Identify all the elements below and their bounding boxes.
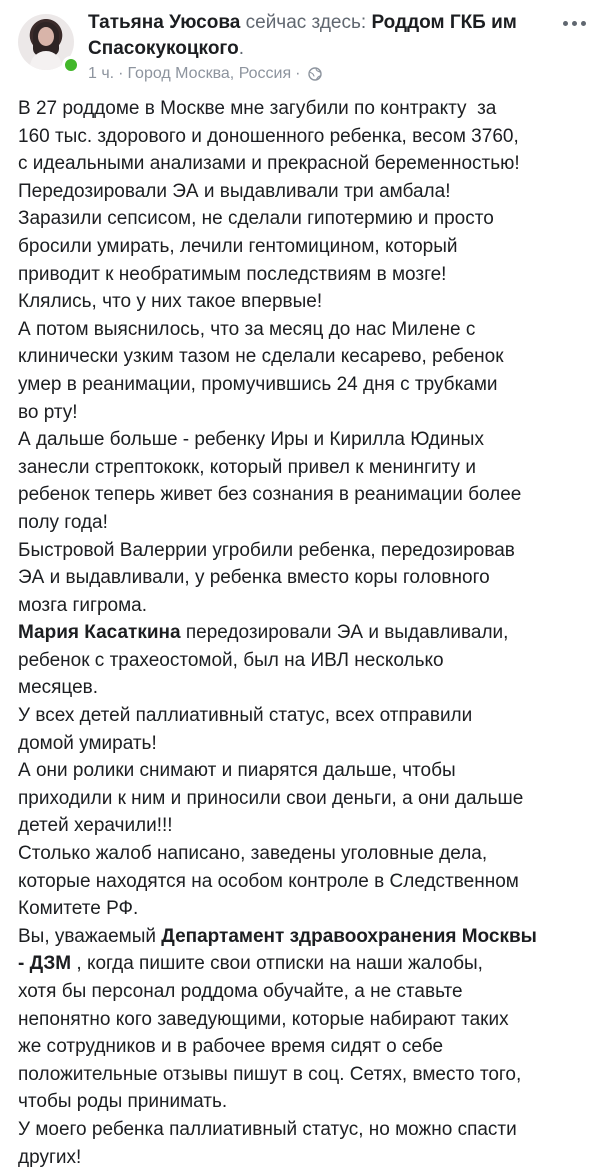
mentioned-person[interactable]: Мария Касаткина xyxy=(18,622,181,644)
author-name-link[interactable]: Татьяна Уюсова xyxy=(88,12,241,33)
globe-icon[interactable] xyxy=(308,67,322,81)
more-dot xyxy=(563,21,568,26)
location-suffix: . xyxy=(238,38,244,59)
post-header xyxy=(0,0,600,96)
more-dot xyxy=(572,21,577,26)
online-status-icon xyxy=(62,56,80,74)
meta-separator-second: · xyxy=(295,65,301,82)
post-body xyxy=(18,95,586,1171)
post-meta xyxy=(88,64,322,84)
post-text-segment-end: , когда пишите свои отписки на наши жалобы, хотя бы персонал роддома обучайте, а не ставьте непонятно кого заведующими, которые набирают таких же сотрудников и в рабочее время сидят о себе положительные отзывы пишут в соц. Сетях, вместо того, чтобы роды принимать. У моего ребенка паллиативный статус, но можно спасти других! xyxy=(18,953,522,1168)
avatar-body-shape xyxy=(30,51,62,70)
post-title-line xyxy=(88,10,558,62)
avatar-face-shape xyxy=(38,27,54,46)
post-city: Город Москва, Россия xyxy=(127,65,292,82)
location-link[interactable]: Роддом ГКБ им Спасокукоцкого xyxy=(88,12,517,59)
mentioned-department[interactable]: Департамент здравоохранения Москвы - ДЗМ xyxy=(18,925,537,975)
status-phrase: сейчас здесь: xyxy=(240,12,372,33)
post-paragraph-main xyxy=(18,619,586,1171)
more-dot xyxy=(581,21,586,26)
post-paragraph-intro: В 27 роддоме в Москве мне загубили по контракту за 160 тыс. здорового и доношенного ребенка, весом 3760, с идеальными анализами и прекрасной беременностью! Передозировали ЭА и выдавливали три амбала! Заразили сепсисом, не сделали гипотермию и просто бросили умирать, лечили гентомицином, который приводит к необратимым последствиям в мозге! Клялись, что у них такое впервые! А потом выяснилось, что за месяц до нас Милене с клинически узким тазом не сделали кесарево, ребенок умер в реанимации, промучившись 24 дня с трубками во рту! А дальше больше - ребенку Иры и Кирилла Юдиных занесли стрептококк, который привел к менингиту и ребенок теперь живет без сознания в реанимации более полу года! Быстровой Валеррии угробили ребенка, передозировав ЭА и выдавливали, у ребенка вместо коры головного мозга гигрома. xyxy=(18,98,522,616)
post-text-segment: передозировали ЭА и выдавливали, ребенок с трахеостомой, был на ИВЛ несколько месяцев. У всех детей паллиативный статус, всех отправили домой умирать! А они ролики снимают и пиарятся дальше, чтобы приходили к ним и приносили свои деньги, а они дальше детей херачили!!! Столько жалоб написано, заведены уголовные дела, которые находятся на особом контроле в Следственном Комитете РФ. Вы, уважаемый xyxy=(18,622,524,947)
more-options-icon[interactable] xyxy=(563,18,587,30)
meta-separator: · xyxy=(118,65,124,82)
post-time-link[interactable]: 1 ч. xyxy=(88,65,115,82)
